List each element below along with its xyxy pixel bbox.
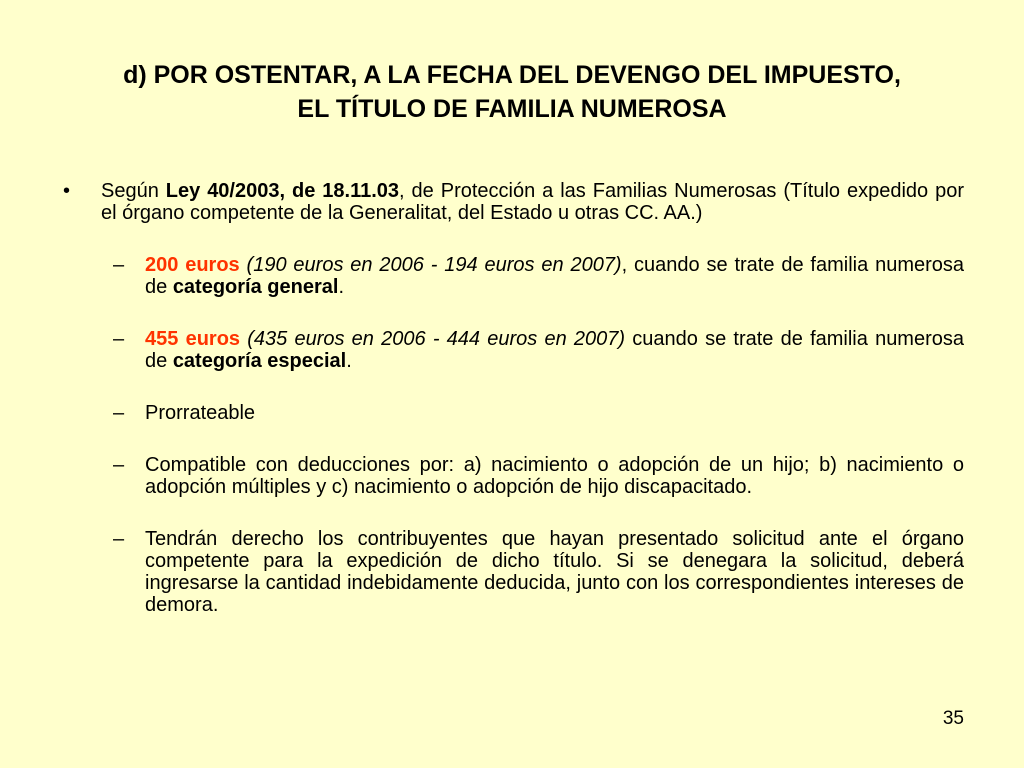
main-bullet (60, 180, 964, 224)
note-general: (190 euros en 2006 - 194 euros en 2007) (239, 254, 622, 276)
end-especial: . (346, 350, 352, 372)
compatible-text: Compatible con deducciones por: a) nacimiento o adopción de un hijo; b) nacimiento o adopción múltiples y c) nacimiento o adopción de hijo discapacitado. (145, 454, 964, 498)
bullet-mark: • (63, 180, 71, 202)
item-general (60, 254, 964, 298)
category-general: categoría general (172, 276, 339, 298)
title-line-2: EL TÍTULO DE FAMILIA NUMEROSA (297, 95, 727, 123)
law-reference: Ley 40/2003, de 18.11.03 (165, 180, 400, 202)
item-prorrateable (60, 402, 964, 424)
amount-general: 200 euros (145, 254, 240, 276)
tendran-text: Tendrán derecho los contribuyentes que hayan presentado solicitud ante el órgano competente para la expedición de dicho título. Si se denegara la solicitud, deberá ingresarse la cantidad indebidamente deducida, junto con los correspondientes intereses de demora. (145, 528, 964, 616)
dash-mark: – (113, 402, 125, 424)
bullet-pre: Según (101, 180, 166, 202)
item-tendran (60, 528, 964, 616)
page-number: 35 (942, 708, 964, 729)
dash-mark: – (113, 328, 125, 350)
slide-title (60, 58, 964, 126)
note-especial: (435 euros en 2006 - 444 euros en 2007) (240, 328, 626, 350)
text-general: , cuando se trate de familia numerosa de (145, 254, 965, 298)
category-especial: categoría especial (172, 350, 347, 372)
dash-mark: – (113, 254, 125, 276)
dash-mark: – (113, 528, 125, 550)
dash-mark: – (113, 454, 125, 476)
amount-especial: 455 euros (145, 328, 241, 350)
item-especial (60, 328, 964, 372)
text-especial: cuando se trate de familia numerosa de (145, 328, 964, 372)
bullet-rest: , de Protección a las Familias Numerosas (Título expedido por el órgano competente de la Generalitat, del Estado u otras CC. AA.) (101, 180, 964, 224)
prorrateable-text: Prorrateable (145, 402, 256, 424)
title-line-1: d) POR OSTENTAR, A LA FECHA DEL DEVENGO DEL IMPUESTO, (123, 61, 901, 89)
item-compatible (60, 454, 964, 498)
end-general: . (338, 276, 344, 298)
slide-content (60, 180, 964, 646)
